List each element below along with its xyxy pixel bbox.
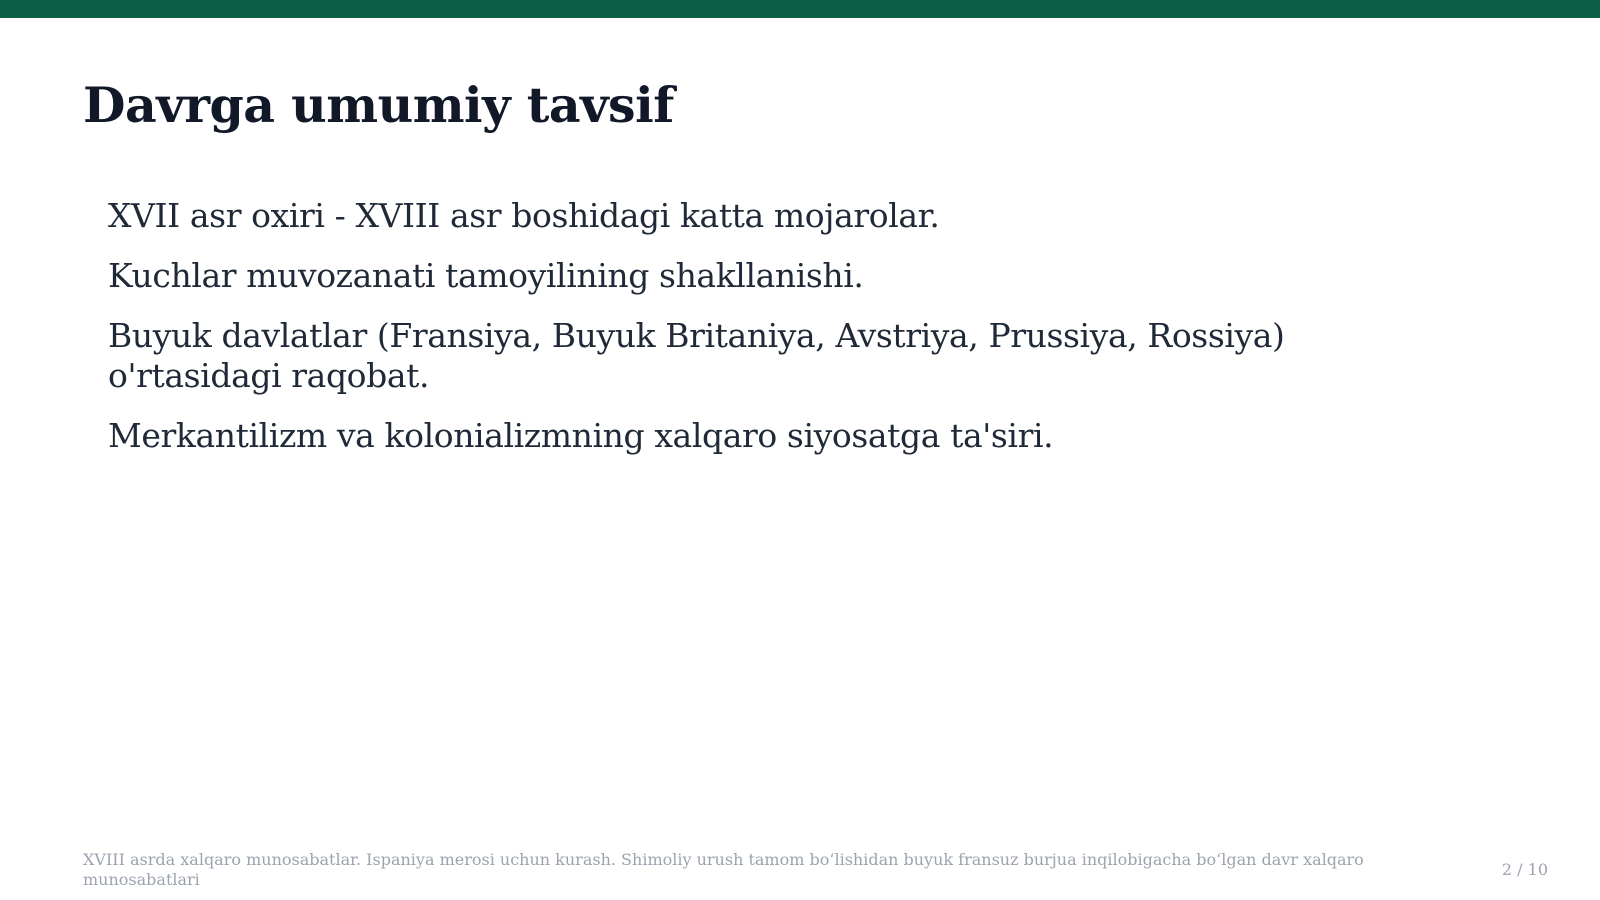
bullet-item: Kuchlar muvozanati tamoyilining shakllanishi.	[108, 256, 864, 295]
bullet-item: Merkantilizm va kolonializmning xalqaro siyosatga ta'siri.	[108, 416, 1054, 455]
bullet-list	[108, 196, 1458, 476]
slide-title: Davrga umumiy tavsif	[83, 76, 674, 134]
top-accent-bar	[0, 0, 1600, 18]
bullet-item: XVII asr oxiri - XVIII asr boshidagi katta mojarolar.	[108, 196, 940, 235]
page-number: 2 / 10	[1501, 860, 1548, 879]
bullet-item: Buyuk davlatlar (Fransiya, Buyuk Britaniya, Avstriya, Prussiya, Rossiya) o'rtasidagi raqobat.	[108, 316, 1285, 395]
footer-caption: XVIII asrda xalqaro munosabatlar. Ispaniya merosi uchun kurash. Shimoliy urush tamom bo‘lishidan buyuk fransuz burjua inqilobigacha bo‘lgan davr xalqaro munosabatlari	[83, 850, 1364, 889]
